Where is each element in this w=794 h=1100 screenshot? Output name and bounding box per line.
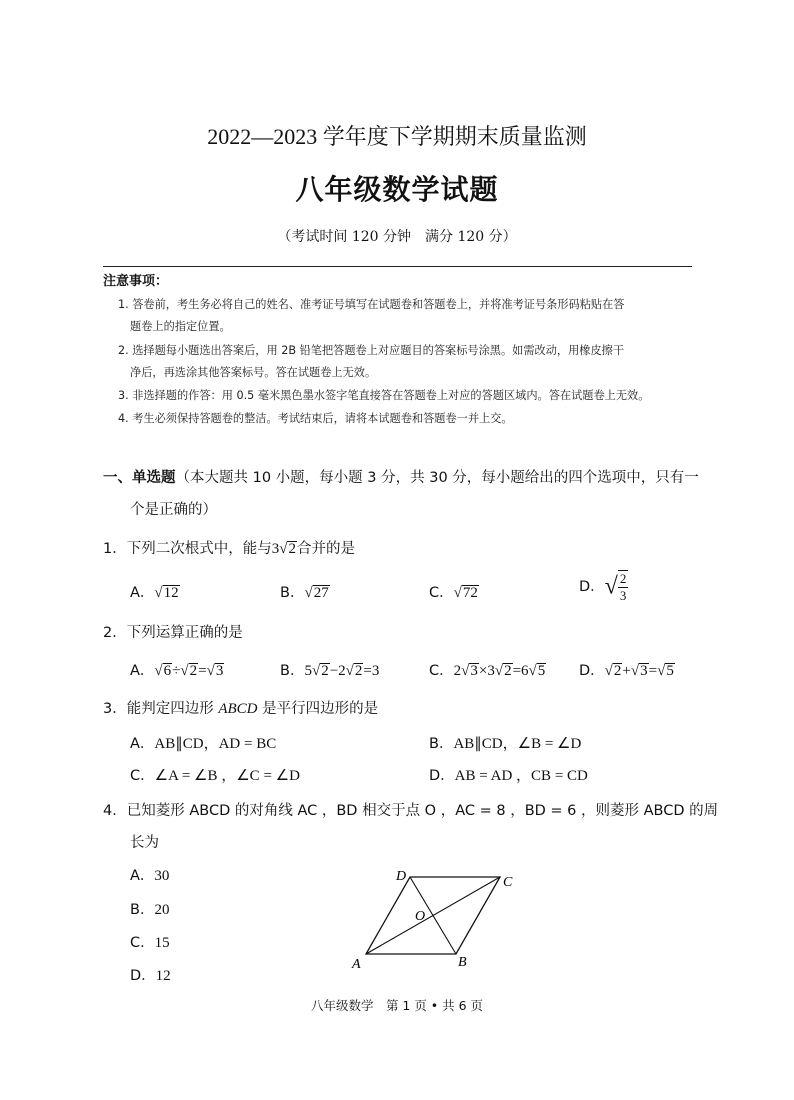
q4-option-b[interactable]: B．20 [130, 902, 170, 918]
question-1-stem: 1．下列二次根式中，能与3√2合并的是 [103, 541, 355, 557]
notice-item-2-line2: 净后，再选涂其他答案标号。答在试题卷上无效。 [130, 366, 377, 379]
label-a: A [352, 957, 361, 972]
exam-header-title: 2022—2023 学年度下学期期末质量监测 [207, 124, 587, 149]
q4-option-d[interactable]: D．12 [130, 968, 171, 984]
label-c: C [503, 875, 513, 890]
section-heading [103, 466, 699, 487]
q1-option-d[interactable]: D．√ $\frac{2}{3}$ [579, 571, 627, 603]
notice-item-1-line1: 1. 答卷前，考生务必将自己的姓名、准考证号填写在试题卷和答题卷上，并将准考证号条形码粘贴在答 [118, 298, 625, 311]
section-title: 一、单选题 [103, 470, 176, 486]
q3-option-c[interactable]: C．∠A = ∠B ，∠C = ∠D [130, 768, 300, 784]
section-desc-line1: （本大题共 10 小题，每小题 3 分，共 30 分，每小题给出的四个选项中，只有一 [175, 470, 699, 486]
exam-info: （考试时间 120 分钟 满分 120 分） [277, 229, 517, 245]
q2-option-c[interactable]: C．2√3×3√2=6√5 [429, 663, 546, 679]
label-o: O [415, 909, 426, 924]
q4-option-c[interactable]: C．15 [130, 935, 170, 951]
q3-option-a[interactable]: A．AB∥CD，AD = BC [130, 736, 277, 752]
notice-item-4: 4. 考生必须保持答题卷的整洁。考试结束后，请将本试题卷和答题卷一并上交。 [118, 412, 513, 425]
q1-option-a[interactable]: A．√12 [130, 585, 179, 601]
label-b: B [458, 955, 467, 970]
q2-option-b[interactable]: B．5√2−2√2=3 [280, 663, 380, 679]
question-3-stem: 3．能判定四边形 ABCD 是平行四边形的是 [103, 701, 379, 717]
question-4-stem-line1: 4．已知菱形 ABCD 的对角线 AC ，BD 相交于点 O ，AC = 8 ，BD = 6 ，则菱形 ABCD 的周 [103, 803, 719, 819]
q3-option-b[interactable]: B．AB∥CD，∠B = ∠D [429, 736, 582, 752]
q1-radicand: 2 [288, 541, 296, 557]
header-divider [103, 266, 692, 267]
q2-option-d[interactable]: D．√2+√3=√5 [579, 663, 674, 679]
rhombus-figure [340, 862, 530, 972]
q1-option-b[interactable]: B．√27 [280, 585, 329, 601]
q1-option-c[interactable]: C．√72 [429, 585, 478, 601]
q4-option-a[interactable]: A．30 [130, 868, 170, 884]
q2-option-a[interactable]: A．√6÷√2=√3 [130, 663, 224, 679]
q3-option-d[interactable]: D．AB = AD ，CB = CD [429, 768, 588, 784]
label-d: D [396, 869, 407, 884]
exam-subject-title: 八年级数学试题 [295, 173, 499, 206]
notice-item-1-line2: 题卷上的指定位置。 [130, 320, 231, 333]
q1-coef: 3 [271, 541, 280, 557]
question-2-stem: 2．下列运算正确的是 [103, 625, 243, 641]
section-desc-line2: 个是正确的） [130, 502, 217, 518]
notice-item-3: 3. 非选择题的作答：用 0.5 毫米黑色墨水签字笔直接答在答题卷上对应的答题区域内。答在试题卷上无效。 [118, 389, 650, 402]
notice-heading: 注意事项： [103, 274, 169, 289]
notice-item-2-line1: 2. 选择题每小题选出答案后，用 2B 铅笔把答题卷上对应题目的答案标号涂黑。如需改动，用橡皮擦干 [118, 344, 625, 357]
question-4-stem-line2: 长为 [130, 835, 159, 851]
page-footer: 八年级数学 第 1 页 • 共 6 页 [310, 998, 484, 1013]
